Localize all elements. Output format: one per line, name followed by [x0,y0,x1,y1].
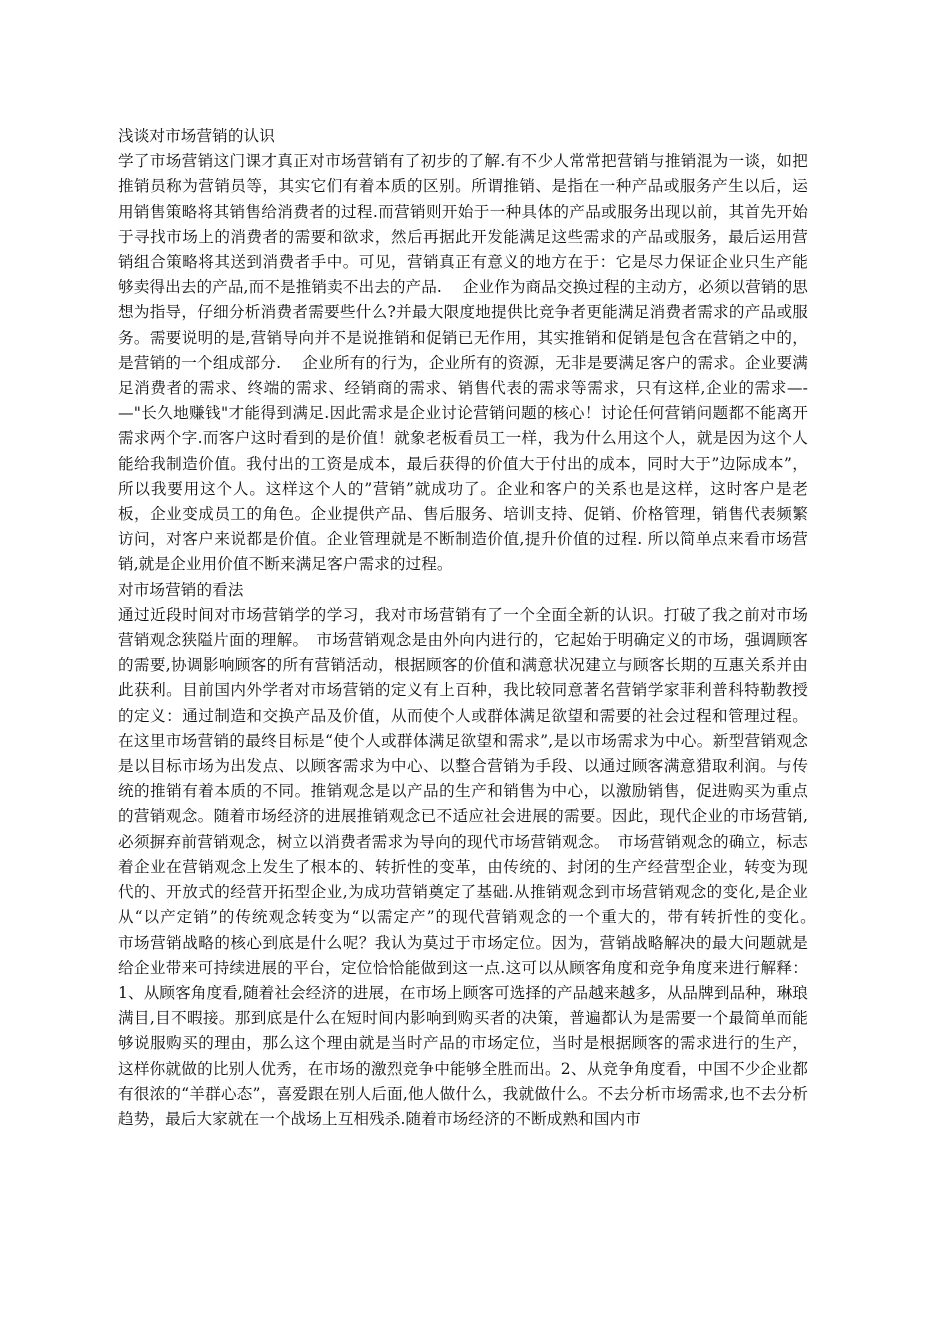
paragraph-views-on-marketing: 通过近段时间对市场营销学的学习，我对市场营销有了一个全面全新的认识。打破了我之前对市场营销观念狭隘片面的理解。 市场营销观念是由外向内进行的，它起始于明确定义的市场，强调顾客的需要,协调影响顾客的所有营销活动，根据顾客的价值和满意状况建立与顾客长期的互惠关系并由此获利。目前国内外学者对市场营销的定义有上百种，我比较同意著名营销学家菲利普科特勒教授的定义：通过制造和交换产品及价值，从而使个人或群体满足欲望和需要的社会过程和管理过程。在这里市场营销的最终目标是“使个人或群体满足欲望和需求”,是以市场需求为中心。新型营销观念是以目标市场为出发点、以顾客需求为中心、以整合营销为手段、以通过顾客满意猎取利润。与传统的推销有着本质的不同。推销观念是以产品的生产和销售为中心，以激励销售，促进购买为重点的营销观念。随着市场经济的进展推销观念已不适应社会进展的需要。因此，现代企业的市场营销,必须摒弃前营销观念，树立以消费者需求为导向的现代市场营销观念。 市场营销观念的确立，标志着企业在营销观念上发生了根本的、转折性的变革，由传统的、封闭的生产经营型企业，转变为现代的、开放式的经营开拓型企业,为成功营销奠定了基础.从推销观念到市场营销观念的变化,是企业从“以产定销”的传统观念转变为“以需定产”的现代营销观念的一个重大的，带有转折性的变化。 市场营销战略的核心到底是什么呢？我认为莫过于市场定位。因为，营销战略解决的最大问题就是给企业带来可持续进展的平台，定位恰恰能做到这一点.这可以从顾客角度和竞争角度来进行解释：1、从顾客角度看,随着社会经济的进展，在市场上顾客可选择的产品越来越多，从品牌到品种，琳琅满目,目不暇接。那到底是什么在短时间内影响到购买者的决策，普遍都认为是需要一个最简单而能够说服购买的理由，那么这个理由就是当时产品的市场定位，当时是根据顾客的需求进行的生产，这样你就做的比别人优秀，在市场的激烈竞争中能够全胜而出。2、从竞争角度看，中国不少企业都有很浓的“羊群心态”，喜爱跟在别人后面,他人做什么，我就做什么。不去分析市场需求,也不去分析趋势，最后大家就在一个战场上互相残杀.随着市场经济的不断成熟和国内市 [118,605,840,1128]
paragraph-understanding-marketing: 学了市场营销这门课才真正对市场营销有了初步的了解.有不少人常常把营销与推销混为一谈，如把推销员称为营销员等，其实它们有着本质的区别。所谓推销、是指在一种产品或服务产生以后，运用销售策略将其销售给消费者的过程.而营销则开始于一种具体的产品或服务出现以前，其首先开始于寻找市场上的消费者的需要和欲求，然后再据此开发能满足这些需求的产品或服务，最后运用营销组合策略将其送到消费者手中。可见，营销真正有意义的地方在于：它是尽力保证企业只生产能够卖得出去的产品,而不是推销卖不出去的产品. 企业作为商品交换过程的主动方，必须以营销的思想为指导，仔细分析消费者需要些什么?并最大限度地提供比竞争者更能满足消费者需求的产品或服务。需要说明的是,营销导向并不是说推销和促销已无作用，其实推销和促销是包含在营销之中的，是营销的一个组成部分. 企业所有的行为，企业所有的资源，无非是要满足客户的需求。企业要满足消费者的需求、终端的需求、经销商的需求、销售代表的需求等需求，只有这样,企业的需求—-—"长久地赚钱"才能得到满足.因此需求是企业讨论营销问题的核心！讨论任何营销问题都不能离开需求两个字.而客户这时看到的是价值！就象老板看员工一样，我为什么用这个人，就是因为这个人能给我制造价值。我付出的工资是成本，最后获得的价值大于付出的成本，同时大于”边际成本”，所以我要用这个人。这样这个人的”营销”就成功了。企业和客户的关系也是这样，这时客户是老板，企业变成员工的角色。企业提供产品、售后服务、培训支持、促销、价格管理，销售代表频繁访问，对客户来说都是价值。企业管理就是不断制造价值,提升价值的过程. 所以简单点来看市场营销,就是企业用价值不断来满足客户需求的过程。 [118,152,809,574]
section-title-views-on-marketing: 对市场营销的看法 [118,580,244,599]
section-title-understanding-marketing: 浅谈对市场营销的认识 [118,127,275,145]
document-body [118,124,840,1132]
